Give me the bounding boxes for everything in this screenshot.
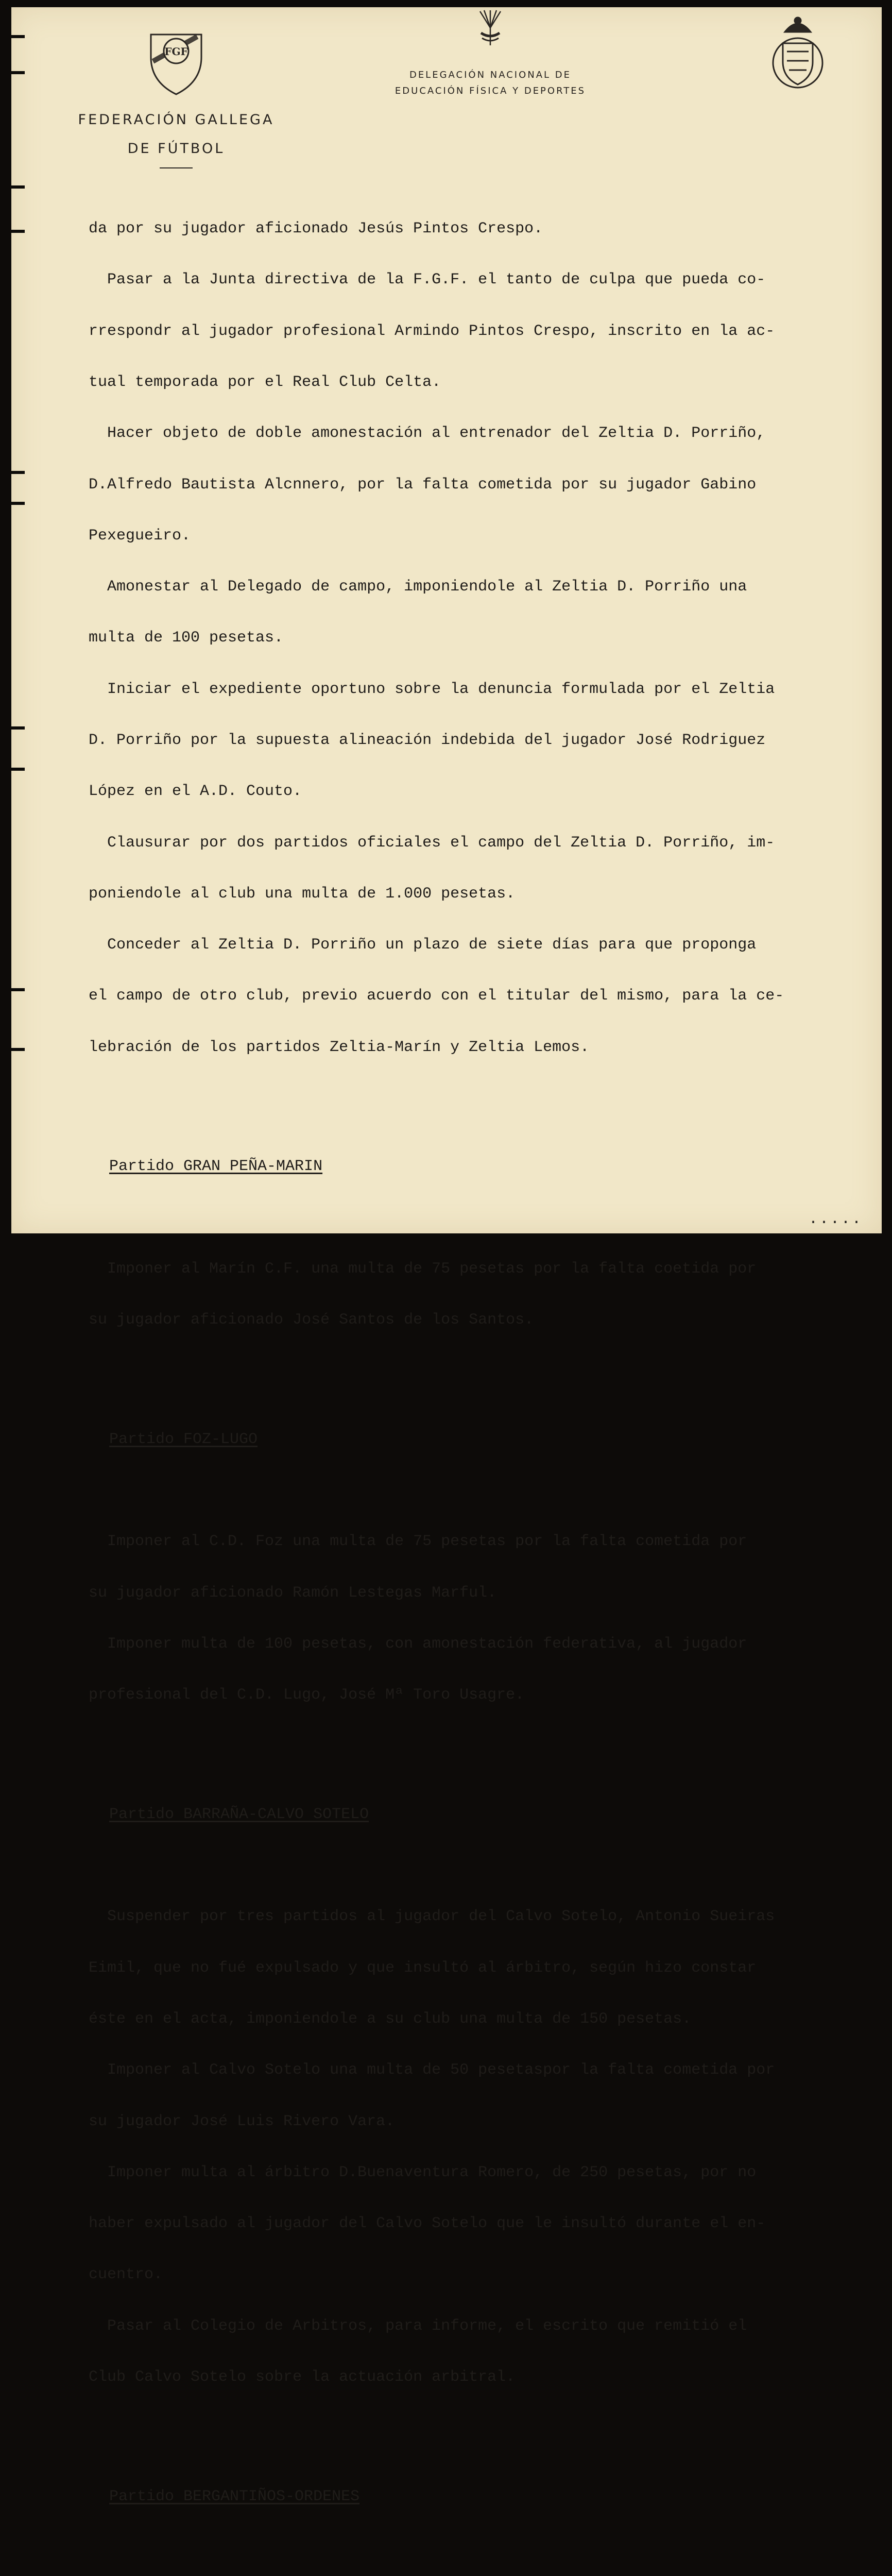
section-heading: Partido BARRAÑA-CALVO SOTELO (109, 1805, 369, 1823)
section-heading: Partido BERGANTIÑOS-ORDENES (109, 2487, 360, 2505)
delegation-name-line2: EDUCACIÓN FÍSICA Y DEPORTES (394, 86, 586, 96)
binder-mark (11, 35, 25, 38)
section-heading-line (89, 1158, 892, 1175)
text-line: da por su jugador aficionado Jesús Pintos Crespo. (89, 220, 543, 238)
text-line: tual temporada por el Real Club Celta. (89, 374, 441, 392)
text-line: Imponer multa de 100 pesetas, con amonestación federativa, al jugador (89, 1635, 747, 1653)
binder-mark (11, 726, 25, 730)
text-line: Pasar al Colegio de Arbitros, para informe, el escrito que remitió el (89, 2317, 747, 2335)
binder-mark (11, 71, 25, 74)
text-line: Clausurar por dos partidos oficiales el campo del Zeltia D. Porriño, im- (89, 834, 775, 852)
binder-mark (11, 471, 25, 474)
binder-mark (11, 502, 25, 505)
text-line: su jugador José Luis Rivero Vara. (89, 2112, 395, 2130)
delegation-name-line1: DELEGACIÓN NACIONAL DE (409, 70, 572, 80)
text-line: el campo de otro club, previo acuerdo con el titular del mismo, para la ce- (89, 987, 784, 1005)
binder-mark (11, 1048, 25, 1051)
binder-mark (11, 988, 25, 991)
section-heading-line (89, 1806, 892, 1823)
text-line: rrespondr al jugador profesional Armindo Pintos Crespo, inscrito en la ac- (89, 322, 775, 340)
crest-initials: FGF (164, 45, 188, 58)
text-line: D.Alfredo Bautista Alcnnero, por la falta cometida por su jugador Gabino (89, 476, 757, 494)
federation-name-line2: DE FÚTBOL (127, 141, 225, 157)
section-heading-line (89, 2488, 892, 2505)
section-heading: Partido GRAN PEÑA-MARIN (109, 1158, 323, 1176)
federation-crest-icon (148, 30, 204, 96)
national-federation-crest-icon (769, 12, 826, 95)
text-line: Suspender por tres partidos al jugador del Calvo Sotelo, Antonio Sueiras (89, 1908, 775, 1926)
binder-mark (11, 230, 25, 233)
text-line: Imponer multa al árbitro D.Buenaventura Romero, de 250 pesetas, por no (89, 2163, 757, 2181)
text-line: Imponer al Marín C.F. una multa de 75 pesetas por la falta coetida por (89, 1260, 757, 1278)
text-line: Iniciar el expediente oportuno sobre la denuncia formulada por el Zeltia (89, 680, 775, 698)
text-line: López en el A.D. Couto. (89, 783, 302, 801)
text-line: D. Porriño por la supuesta alineación indebida del jugador José Rodriguez (89, 732, 766, 749)
text-line: Hacer objeto de doble amonestación al entrenador del Zeltia D. Porriño, (89, 425, 766, 443)
resolution-text (89, 187, 892, 2576)
federation-name-line1: FEDERACIÓN GALLEGA (78, 112, 275, 128)
binder-mark (11, 768, 25, 771)
delegation-header (351, 7, 629, 99)
text-line: Imponer al C.D. Foz una multa de 75 pesetas por la falta cometida por (89, 1533, 747, 1551)
text-line: Eimil, que no fué expulsado y que insultó al árbitro, según hizo constar (89, 1959, 757, 1977)
text-line: su jugador aficionado Ramón Lestegas Marful. (89, 1584, 497, 1602)
text-line: Imponer al Calvo Sotelo una multa de 50 pesetaspor la falta cometida por (89, 2061, 775, 2079)
text-line: su jugador aficionado José Santos de los Santos. (89, 1311, 534, 1329)
federation-header (63, 30, 289, 168)
text-line: poniendole al club una multa de 1.000 pesetas. (89, 885, 516, 903)
text-line: Club Calvo Sotelo sobre la actuación arbitral. (89, 2368, 516, 2386)
text-line: éste en el acta, imponiendole a su club una multa de 150 pesetas. (89, 2010, 692, 2028)
binder-mark (11, 185, 25, 189)
text-line: multa de 100 pesetas. (89, 629, 284, 647)
text-line: cuentro. (89, 2266, 163, 2284)
text-line: Amonestar al Delegado de campo, imponiendole al Zeltia D. Porriño una (89, 578, 747, 596)
section-heading-line (89, 1431, 892, 1448)
continuation-mark: ..... (809, 1211, 863, 1228)
section-heading: Partido FOZ-LUGO (109, 1430, 258, 1448)
document-page (11, 7, 882, 2505)
text-line: profesional del C.D. Lugo, José Mª Toro Usagre. (89, 1686, 525, 1704)
yoke-arrows-emblem-icon (475, 7, 506, 48)
text-line: haber expulsado al jugador del Calvo Sotelo que le insultó durante el en- (89, 2215, 766, 2233)
header-divider (160, 167, 193, 168)
text-line: lebración de los partidos Zeltia-Marín y Zeltia Lemos. (89, 1038, 590, 1056)
text-line: Pexegueiro. (89, 527, 191, 545)
text-line: Conceder al Zeltia D. Porriño un plazo de siete días para que proponga (89, 936, 757, 954)
text-line: Pasar a la Junta directiva de la F.G.F. el tanto de culpa que pueda co- (89, 271, 766, 289)
